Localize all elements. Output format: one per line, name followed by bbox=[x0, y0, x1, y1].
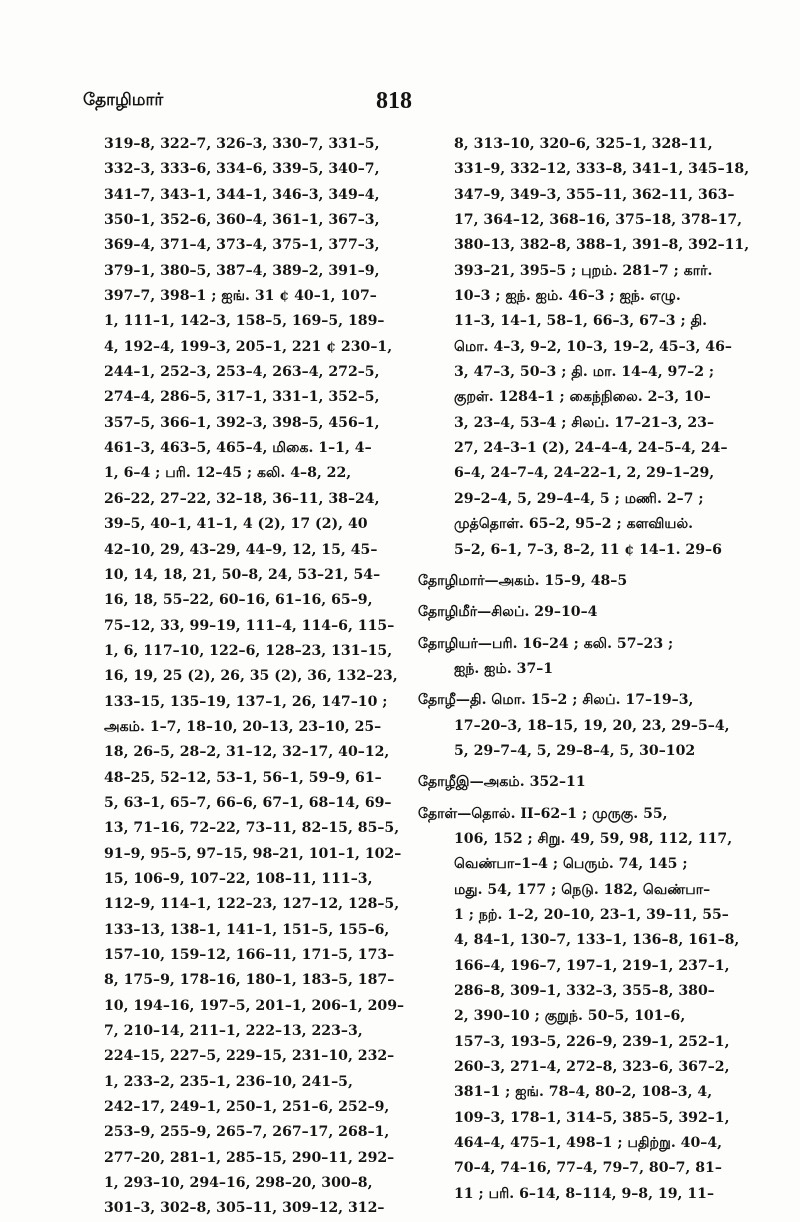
index-line: மது. 54, 177 ; நெடு. 182, வெண்பா– bbox=[454, 881, 711, 898]
index-line: 29–2–4, 5, 29–4–4, 5 ; மணி. 2–7 ; bbox=[454, 490, 704, 507]
index-line: 10, 194–16, 197–5, 201–1, 206–1, 209– bbox=[104, 997, 405, 1014]
index-line: குறள். 1284–1 ; கைந்நிலை. 2–3, 10– bbox=[454, 389, 711, 406]
index-line: 341–7, 343–1, 344–1, 346–3, 349–4, bbox=[104, 186, 380, 203]
index-entry bbox=[418, 600, 736, 625]
index-line: மொ. 4–3, 9–2, 10–3, 19–2, 45–3, 46– bbox=[454, 338, 732, 355]
index-entry bbox=[418, 688, 736, 764]
index-line: 1, 111–1, 142–3, 158–5, 169–5, 189– bbox=[104, 313, 385, 330]
index-line: 75–12, 33, 99–19, 111–4, 114–6, 115– bbox=[104, 617, 395, 634]
index-line: 157–10, 159–12, 166–11, 171–5, 173– bbox=[104, 947, 395, 963]
index-line: 8, 175–9, 178–16, 180–1, 183–5, 187– bbox=[104, 972, 395, 989]
index-line: 380–13, 382–8, 388–1, 391–8, 392–11, bbox=[454, 237, 750, 254]
index-line: 393–21, 395–5 ; புறம். 281–7 ; கார். bbox=[454, 262, 713, 279]
index-line: 42–10, 29, 43–29, 44–9, 12, 15, 45– bbox=[104, 541, 378, 558]
index-line: 1, 6–4 ; பரி. 12–45 ; கலி. 4–8, 22, bbox=[104, 465, 352, 482]
index-line: 319–8, 322–7, 326–3, 330–7, 331–5, bbox=[104, 136, 380, 152]
index-line: 397–7, 398–1 ; ஐங். 31 ¢ 40–1, 107– bbox=[104, 288, 377, 305]
index-line: 5–2, 6–1, 7–3, 8–2, 11 ¢ 14–1. 29–6 bbox=[454, 541, 722, 558]
index-line: 10–3 ; ஐந். ஐம். 46–3 ; ஐந். எழு. bbox=[454, 288, 681, 305]
index-line: 464–4, 475–1, 498–1 ; பதிற்று. 40–4, bbox=[454, 1135, 723, 1152]
running-head: தோழிமார் bbox=[83, 90, 164, 110]
index-line: 4, 192–4, 199–3, 205–1, 221 ¢ 230–1, bbox=[104, 338, 393, 355]
index-entry bbox=[418, 569, 736, 594]
index-line: 260–3, 271–4, 272–8, 323–6, 367–2, bbox=[454, 1059, 730, 1076]
entries-list bbox=[418, 569, 740, 1207]
entry-headword-line: தோழிமீர்—சிலப். 29–10–4 bbox=[418, 604, 598, 621]
index-line: 301–3, 302–8, 305–11, 309–12, 312– bbox=[104, 1200, 385, 1217]
index-line: 286–8, 309–1, 332–3, 355–8, 380– bbox=[454, 983, 715, 999]
entry-headword-line: தோழீ—தி. மொ. 15–2 ; சிலப். 17–19–3, bbox=[418, 692, 694, 709]
index-line: 157–3, 193–5, 226–9, 239–1, 252–1, bbox=[454, 1033, 730, 1050]
index-line: 7, 210–14, 211–1, 222–13, 223–3, bbox=[104, 1023, 363, 1040]
index-line: 6–4, 24–7–4, 24–22–1, 2, 29–1–29, bbox=[454, 465, 715, 482]
index-line: 3, 47–3, 50–3 ; தி. மா. 14–4, 97–2 ; bbox=[454, 364, 715, 381]
index-line: 106, 152 ; சிறு. 49, 59, 98, 112, 117, bbox=[454, 830, 733, 847]
index-line: 26–22, 27–22, 32–18, 36–11, 38–24, bbox=[104, 490, 380, 507]
index-line: 274–4, 286–5, 317–1, 331–1, 352–5, bbox=[104, 389, 380, 406]
right-column bbox=[418, 132, 750, 1207]
index-line: 1, 233–2, 235–1, 236–10, 241–5, bbox=[104, 1073, 353, 1090]
index-line: 17–20–3, 18–15, 19, 20, 23, 29–5–4, bbox=[454, 717, 730, 734]
index-entry bbox=[418, 632, 736, 683]
index-line: 109–3, 178–1, 314–5, 385–5, 392–1, bbox=[454, 1109, 730, 1126]
page-number: 818 bbox=[376, 88, 412, 114]
index-line: 461–3, 463–5, 465–4, மிகை. 1–1, 4– bbox=[104, 440, 372, 457]
index-line: ஐந். ஐம். 37–1 bbox=[454, 660, 554, 677]
index-line: 5, 63–1, 65–7, 66–6, 67–1, 68–14, 69– bbox=[104, 794, 392, 811]
index-line: 1 ; நற். 1–2, 20–10, 23–1, 39–11, 55– bbox=[454, 906, 729, 923]
left-column bbox=[104, 132, 404, 1222]
continuation-block bbox=[418, 132, 750, 563]
entry-headword-line: தோள்—தொல். II–62–1 ; முருகு. 55, bbox=[418, 805, 668, 822]
index-line: 331–9, 332–12, 333–8, 341–1, 345–18, bbox=[454, 161, 750, 178]
entry-headword-line: தோழீஇ—அகம். 352–11 bbox=[418, 774, 586, 791]
index-line: 350–1, 352–6, 360–4, 361–1, 367–3, bbox=[104, 212, 380, 229]
index-line: 277–20, 281–1, 285–15, 290–11, 292– bbox=[104, 1149, 395, 1166]
index-line: முத்தொள். 65–2, 95–2 ; களவியல். bbox=[454, 516, 694, 533]
index-line: 133–15, 135–19, 137–1, 26, 147–10 ; bbox=[104, 693, 388, 710]
index-line: 112–9, 114–1, 122–23, 127–12, 128–5, bbox=[104, 896, 400, 913]
index-line: 4, 84–1, 130–7, 133–1, 136–8, 161–8, bbox=[454, 932, 740, 949]
index-line: 11 ; பரி. 6–14, 8–114, 9–8, 19, 11– bbox=[454, 1185, 714, 1202]
index-line: 244–1, 252–3, 253–4, 263–4, 272–5, bbox=[104, 364, 380, 381]
index-line: 381–1 ; ஐங். 78–4, 80–2, 108–3, 4, bbox=[454, 1084, 713, 1101]
index-line: 379–1, 380–5, 387–4, 389–2, 391–9, bbox=[104, 262, 380, 279]
index-line: 91–9, 95–5, 97–15, 98–21, 101–1, 102– bbox=[104, 845, 402, 862]
index-line: 1, 293–10, 294–16, 298–20, 300–8, bbox=[104, 1175, 373, 1192]
index-line: வெண்பா–1–4 ; பெரும். 74, 145 ; bbox=[454, 856, 688, 873]
index-line: 27, 24–3–1 (2), 24–4–4, 24–5–4, 24– bbox=[454, 440, 728, 457]
index-line: 16, 19, 25 (2), 26, 35 (2), 36, 132–23, bbox=[104, 668, 398, 685]
index-line: 5, 29–7–4, 5, 29–8–4, 5, 30–102 bbox=[454, 742, 696, 759]
index-line: 332–3, 333–6, 334–6, 339–5, 340–7, bbox=[104, 161, 380, 178]
index-line: 133–13, 138–1, 141–1, 151–5, 155–6, bbox=[104, 921, 390, 938]
index-entry bbox=[418, 770, 736, 795]
index-line: 2, 390–10 ; குறுந். 50–5, 101–6, bbox=[454, 1008, 686, 1025]
index-line: 10, 14, 18, 21, 50–8, 24, 53–21, 54– bbox=[104, 566, 381, 583]
index-line: 253–9, 255–9, 265–7, 267–17, 268–1, bbox=[104, 1124, 390, 1141]
index-line: 11–3, 14–1, 58–1, 66–3, 67–3 ; தி. bbox=[454, 313, 708, 330]
entry-headword-line: தோழிமார்—அகம். 15–9, 48–5 bbox=[418, 572, 628, 589]
index-line: 15, 106–9, 107–22, 108–11, 111–3, bbox=[104, 870, 373, 887]
index-line: 242–17, 249–1, 250–1, 251–6, 252–9, bbox=[104, 1099, 390, 1116]
index-entry bbox=[418, 802, 740, 1208]
index-line: 369–4, 371–4, 373–4, 375–1, 377–3, bbox=[104, 237, 380, 254]
index-line: 3, 23–4, 53–4 ; சிலப். 17–21–3, 23– bbox=[454, 414, 715, 431]
index-line: 17, 364–12, 368–16, 375–18, 378–17, bbox=[454, 212, 743, 229]
index-line: 357–5, 366–1, 392–3, 398–5, 456–1, bbox=[104, 414, 380, 431]
index-line: 1, 6, 117–10, 122–6, 128–23, 131–15, bbox=[104, 642, 393, 659]
index-line: 16, 18, 55–22, 60–16, 61–16, 65–9, bbox=[104, 592, 373, 609]
index-line: 70–4, 74–16, 77–4, 79–7, 80–7, 81– bbox=[454, 1160, 722, 1177]
index-line: 224–15, 227–5, 229–15, 231–10, 232– bbox=[104, 1048, 395, 1065]
index-line: 8, 313–10, 320–6, 325–1, 328–11, bbox=[454, 136, 713, 152]
index-line: அகம். 1–7, 18–10, 20–13, 23–10, 25– bbox=[104, 718, 382, 735]
index-line: 18, 26–5, 28–2, 31–12, 32–17, 40–12, bbox=[104, 744, 390, 761]
index-line: 13, 71–16, 72–22, 73–11, 82–15, 85–5, bbox=[104, 820, 400, 837]
index-line: 347–9, 349–3, 355–11, 362–11, 363– bbox=[454, 186, 735, 203]
index-line: 166–4, 196–7, 197–1, 219–1, 237–1, bbox=[454, 957, 730, 974]
entry-headword-line: தோழியர்—பரி. 16–24 ; கலி. 57–23 ; bbox=[418, 635, 674, 652]
index-line: 39–5, 40–1, 41–1, 4 (2), 17 (2), 40 bbox=[104, 516, 368, 533]
index-line: 48–25, 52–12, 53–1, 56–1, 59–9, 61– bbox=[104, 769, 382, 786]
